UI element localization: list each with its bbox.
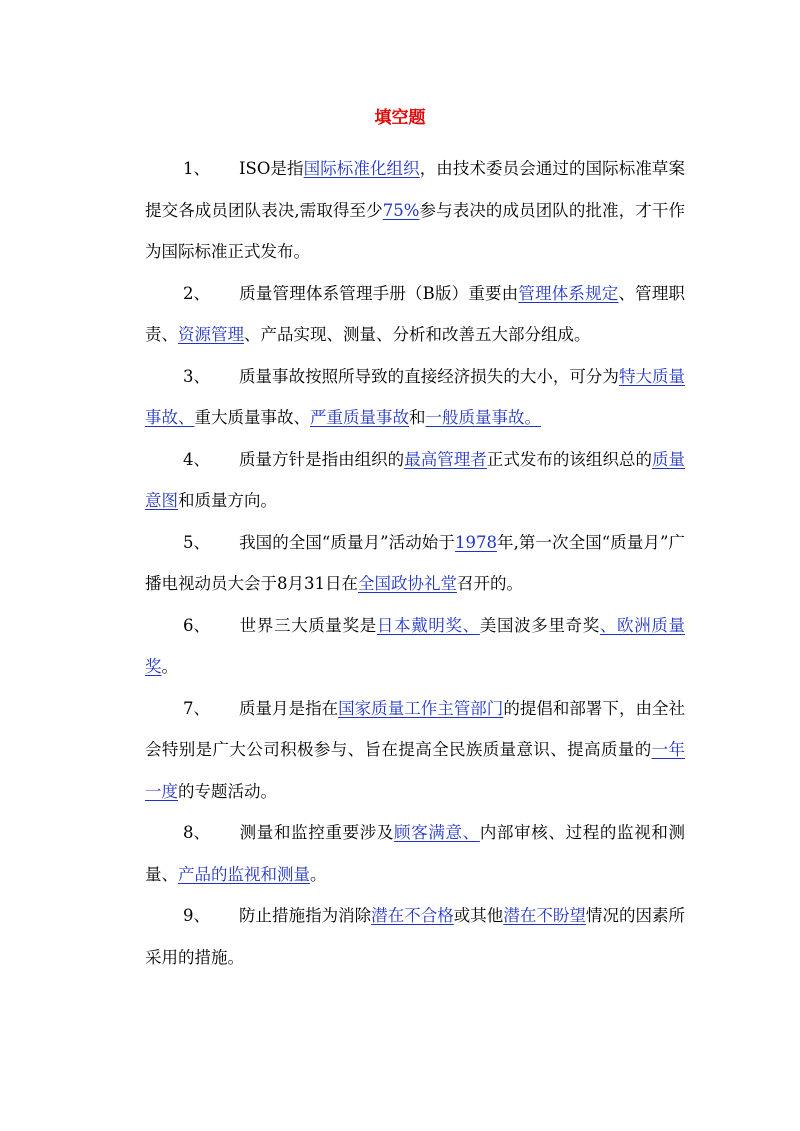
question-text: 的提倡和部署下，由全社会特别是广大公司积极参与、旨在提高全民族质量意识、提高质量的 [145,698,686,759]
question-1 [145,148,685,273]
question-text: 情况的因素所采用的措施。 [145,906,686,967]
question-text: 参与表决的成员团队的批准，才干作为国际标准正式发布。 [145,200,686,261]
answer-blank: 顾客满意、 [394,823,480,842]
answer-blank: 全国政协礼堂 [358,574,457,593]
question-number: 6、 [183,615,210,635]
question-text: 我国的全国“质量月”活动始于 [239,532,455,552]
answer-blank: 管理体系规定 [518,283,619,303]
question-text: 年,第一次全国“质量月”广播电视动员大会于8月31日在 [145,532,685,593]
question-text: 美国波多里奇奖 [479,615,600,635]
answer-blank: 潜在不合格 [371,906,454,925]
question-text: 测量和监控重要涉及 [239,823,395,842]
question-text: 和质量方向。 [178,491,277,510]
question-5 [145,522,685,605]
answer-blank: 75% [382,200,420,220]
question-text: 和 [409,408,426,427]
question-text: 的专题活动。 [178,781,277,801]
question-text: 、产品实现、测量、分析和改善五大部分组成。 [244,325,591,344]
question-text: 世界三大质量奖是 [239,615,377,635]
answer-blank: 严重质量事故 [310,408,409,427]
answer-blank: 国际标准化组织 [303,159,420,178]
question-text: 、管理职责、 [145,283,686,344]
question-number: 2、 [183,283,210,303]
answer-blank: 特大质量事故、 [145,366,686,427]
answer-blank: 产品的监视和测量 [178,864,310,884]
question-text: 质量方针是指由组织的 [239,449,405,469]
question-text: 召开的。 [457,574,523,593]
answer-blank: 资源管理 [178,325,244,344]
question-text: 质量月是指在 [239,698,339,718]
question-text: 或其他 [453,906,504,925]
answer-blank: 最高管理者 [404,449,487,469]
question-list [145,148,685,978]
question-6 [145,605,685,688]
answer-blank: 一年一度 [145,740,686,801]
question-text: 。 [161,657,178,676]
answer-blank: 潜在不盼望 [503,906,586,925]
question-text: 。 [310,864,327,884]
question-3 [145,356,685,439]
question-2 [145,273,685,356]
answer-blank: 1978 [454,532,497,552]
question-number: 7、 [183,698,210,718]
answer-blank: 国家质量工作主管部门 [338,698,504,718]
question-7 [145,688,685,813]
question-text: 质量管理体系管理手册（B版）重要由 [239,283,519,303]
question-text: 内部审核、过程的监视和测量、 [145,823,686,884]
question-number: 9、 [183,906,210,925]
question-text: 防止措施指为消除 [239,906,372,925]
question-number: 3、 [183,366,210,386]
answer-blank: 质量意图 [145,449,686,510]
question-text: 重大质量事故、 [194,408,310,427]
question-number: 5、 [183,532,210,552]
answer-blank: 一般质量事故。 [425,408,541,427]
question-number: 4、 [183,449,210,469]
answer-blank: 、欧洲质量奖 [145,615,686,676]
question-8 [145,812,685,895]
question-text: ，由技术委员会通过的国际标准草案提交各成员团队表决,需取得至少 [145,159,686,220]
question-text: ISO是指 [239,159,304,178]
question-text: 质量事故按照所导致的直接经济损失的大小，可分为 [239,366,619,386]
question-text: 正式发布的该组织总的 [486,449,652,469]
page-title: 填空题 [374,108,426,128]
question-number: 1、 [183,159,210,178]
answer-blank: 日本戴明奖、 [376,615,480,635]
question-4 [145,439,685,522]
question-number: 8、 [183,823,210,842]
question-9 [145,895,685,978]
